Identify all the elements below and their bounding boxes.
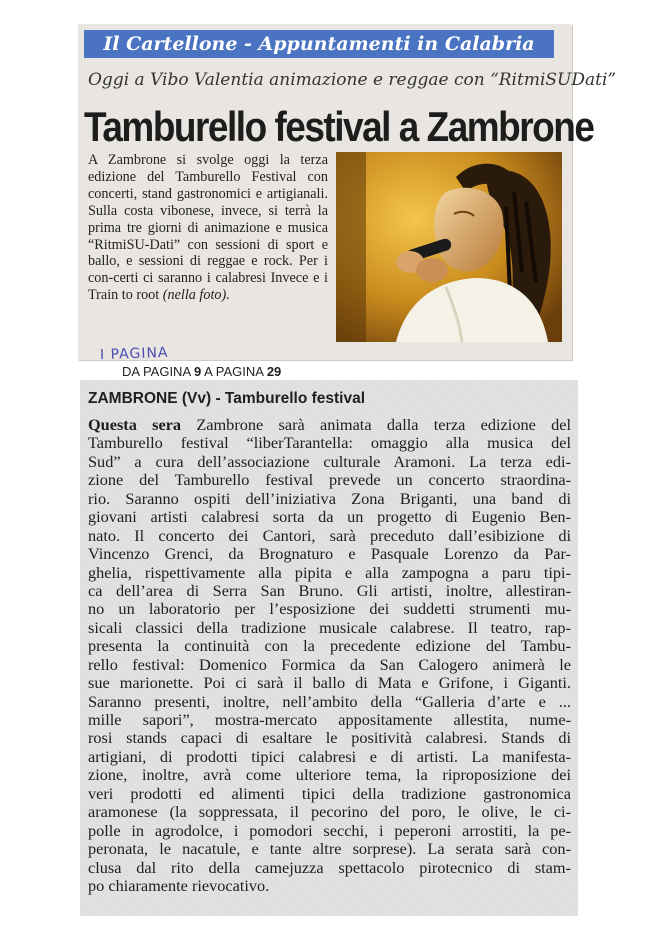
article-line: mille sapori”, mostra-mercato appositamente allestita, nume- (88, 710, 571, 729)
article-body (88, 416, 571, 895)
headline: Tamburello festival a Zambrone (84, 104, 594, 150)
photo-credit: (nella foto). (162, 287, 230, 304)
article-line: Saranno presenti, inoltre, nell’ambito della “Galleria d’arte e ... (88, 691, 571, 711)
singer-photo-illustration (336, 152, 562, 342)
article-line: Vincenzo Grenci, da Brognaturo e Pasquale Lorenzo da Par- (88, 544, 571, 564)
article-line: clusa dal rito della camejuzza spettacolo pirotecnico di stam- (88, 857, 571, 877)
page-ref-prefix: DA PAGINA (122, 364, 191, 379)
article-line: no un laboratorio per l’esposizione dei suddetti strumenti mu- (88, 599, 571, 619)
article-line: giovani artisti calabresi sorta da un progetto di Eugenio Ben- (88, 507, 571, 527)
article-line: presenta la continuità con la precedente edizione del Tambu- (88, 636, 571, 656)
article-line: aramonese (la soppressata, il pecorino del poro, le olive, le ci- (88, 802, 571, 822)
article-line: rio. Saranno ospiti dell’iniziativa Zona Briganti, una band di (88, 488, 571, 508)
article-line: nato. Il concerto dei Cantori, sarà preceduto dall’esibizione di (88, 525, 571, 545)
page-ref-from: 9 (194, 364, 202, 379)
article-line: Sud” a cura dell’associazione culturale Aramoni. La terza edi- (88, 451, 571, 471)
article-heading: ZAMBRONE (Vv) - Tamburello festival (88, 390, 366, 407)
article-line: Questa sera Zambrone sarà animata dalla terza edizione del (88, 415, 571, 434)
section-banner: Il Cartellone - Appuntamenti in Calabria (84, 30, 554, 58)
article-line: rosi stands capaci di esaltare le positività calabresi. Stands di (88, 728, 571, 748)
lead-text: A Zambrone si svolge oggi la terza edizione del Tamburello Festival con concerti, stand gastronomici e artigianali. Sulla costa vibonese, invece, si terrà la prima tre giorni di animazione e musica “RitmiSU-Dati” con sessioni di sport e ballo, e sessioni di reggae e rock. Per i con-certi ci saranno i calabresi Invece e i Train to root (88, 152, 328, 304)
article-lead-bold: Questa sera (88, 415, 182, 434)
kicker-subtitle: Oggi a Vibo Valentia animazione e reggae con “RitmiSUDati” (88, 70, 617, 90)
article-line: polle in agrodolce, i pomodori secchi, i peperoni arrostiti, la pe- (88, 820, 571, 840)
article-line: rello festival: Domenico Formica da San Calogero animerà le (88, 654, 571, 674)
article-line: zione, inoltre, avrà come ulteriore tema, la riproposizione dei (88, 765, 571, 785)
page-ref-to: 29 (266, 364, 282, 379)
clipping-bottom (80, 380, 578, 916)
page-reference (122, 364, 281, 379)
article-line: sue marionette. Poi ci sarà il ballo di Mata e Grifone, i Giganti. (88, 673, 571, 693)
handwritten-note: I PAGINA (99, 344, 169, 364)
article-line: ca dell’area di Serra San Bruno. Gli artisti, inoltre, allestiran- (88, 580, 571, 600)
article-line: peronata, le nacatule, e tante altre sorprese). La serata sarà con- (88, 839, 571, 859)
lead-paragraph (88, 152, 328, 304)
article-line: ghelia, rispettivamente alla pipita e alla zampogna a paru tipi- (88, 562, 571, 582)
article-line: sicali classici della tradizione musicale calabrese. Il teatro, rap- (88, 617, 571, 637)
article-line: po chiaramente rievocativo. (88, 875, 270, 895)
article-line: veri prodotti ed alimenti tipici della tradizione gastronomica (88, 783, 571, 803)
clipping-top (78, 24, 617, 379)
singer-photo (336, 152, 562, 342)
article-line: zione del Tamburello festival prevede un concerto straordina- (88, 470, 571, 490)
page-ref-middle: A PAGINA (204, 364, 264, 379)
article-line: Tamburello festival “liberTarantella: omaggio alla musica del (88, 433, 571, 453)
article-line: artigiani, di prodotti tipici calabresi e di artisti. La manifesta- (88, 746, 571, 766)
